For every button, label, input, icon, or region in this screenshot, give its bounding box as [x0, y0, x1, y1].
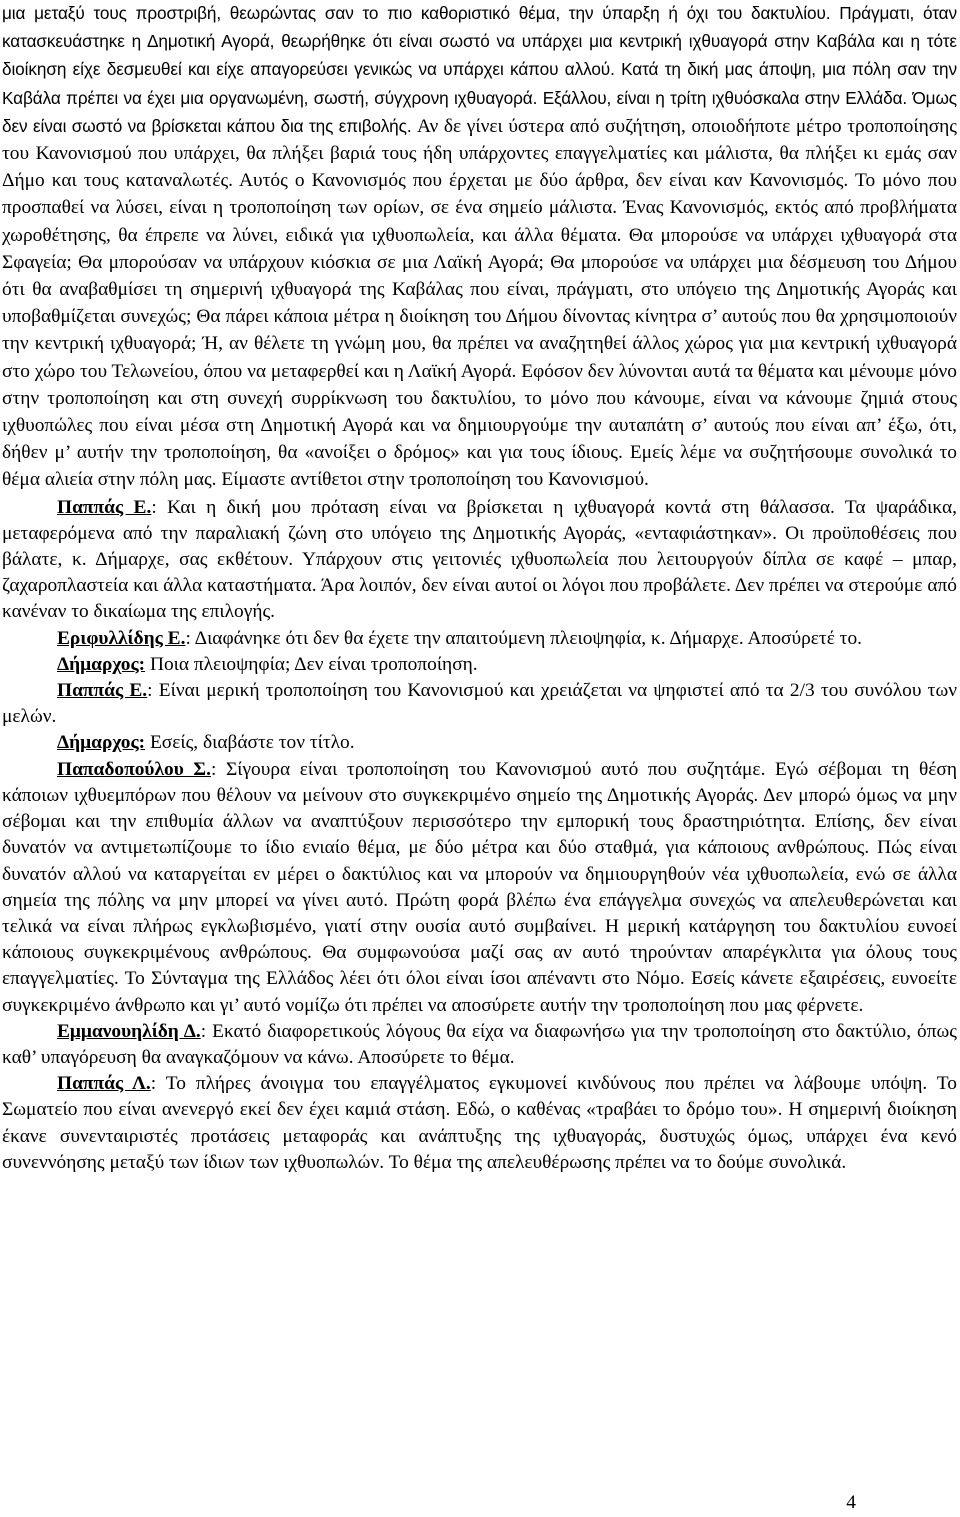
paragraph-dimarchos-2: [2, 730, 957, 756]
paragraph-1-sans-text: μια μεταξύ τους προστριβή, θεωρώντας σαν το πιο καθοριστικό θέμα, την ύπαρξη ή όχι του δακτυλίου. Πράγματι, όταν κατασκευάστηκε η Δημοτική Αγορά, θεωρήθηκε ότι είναι σωστό να υπάρχει μια κεντρική ιχθυαγορά στην Καβάλα και η τότε διοίκηση είχε δεσμευθεί και είχε απαγορεύσει γενικώς να υπάρχει κάπου αλλού. Κατά τη δική μας άποψη, μια πόλη σαν την Καβάλα πρέπει να έχει μια οργανωμένη, σωστή, σύγχρονη ιχθυαγορά. Εξάλλου, είναι η τρίτη ιχθυόσκαλα στην Ελλάδα. Όμως δεν είναι σωστό να βρίσκεται κάπου δια της επιβολής.: [2, 3, 957, 136]
speech-text: Ποια πλειοψηφία; Δεν είναι τροποποίηση.: [145, 653, 478, 675]
speaker-name: Δήμαρχος:: [57, 732, 146, 754]
page-number: 4: [846, 1492, 856, 1513]
paragraph-1: [2, 0, 957, 495]
paragraph-pappas-e-2: [2, 678, 957, 730]
speaker-name: Δήμαρχος:: [57, 653, 146, 675]
speech-text: : Και η δική μου πρόταση είναι να βρίσκεται η ιχθυαγορά κοντά στη θάλασσα. Τα ψαράδικα, μεταφερόμενα από την παραλιακή ζώνη στο υπόγειο της Δημοτικής Αγοράς, «ενταφιάστηκαν». Οι προϋποθέσεις που βάλατε, κ. Δήμαρχε, σας εκθέτουν. Υπάρχουν στις γειτονιές ιχθυοπωλεία που λειτουργούν δίπλα σε καφέ – μπαρ, ζαχαροπλαστεία και άλλα καταστήματα. Άρα λοιπόν, δεν είναι αυτοί οι λόγοι που προβάλετε. Δεν πρέπει να στερούμε από κανέναν το δικαίωμα της επιλογής.: [2, 496, 957, 623]
speech-text: : Το πλήρες άνοιγμα του επαγγέλματος εγκυμονεί κινδύνους που πρέπει να λάβουμε υπόψη. Το Σωματείο που είναι ανενεργό εκεί δεν έχει καμιά στάση. Εδώ, ο καθένας «τραβάει το δρόμο του». Η σημερινή διοίκηση έκανε συνενταιριστές προτάσεις μεταφοράς και ανάπτυξης της ιχθυαγοράς, δυστυχώς όμως, υπάρχει ένα κενό συνεννόησης μεταξύ των ίδιων των ιχθυοπωλών. Το θέμα της απελευθέρωσης πρέπει να το δούμε συνολικά.: [2, 1073, 957, 1173]
paragraph-pappas-e-1: [2, 495, 957, 626]
paragraph-papadopoulou: [2, 757, 957, 1019]
speech-text: : Εκατό διαφορετικούς λόγους θα είχα να διαφωνήσω για την τροποποίηση στο δακτύλιο, όπως καθ’ υπαγόρευση θα αναγκαζόμουν να κάνω. Αποσύρετε το θέμα.: [2, 1020, 957, 1068]
paragraph-erifyllidis: [2, 626, 957, 652]
paragraph-dimarchos-1: [2, 652, 957, 678]
speech-text: : Σίγουρα είναι τροποποίηση του Κανονισμού αυτό που συζητάμε. Εγώ σέβομαι τη θέση κάποιων ιχθυεμπόρων που θέλουν να μείνουν στο συγκεκριμένο σημείο της Δημοτικής Αγοράς. Δεν μπορώ όμως να μην σέβομαι και την επιθυμία άλλων να αναπτύξουν περισσότερο την εμπορική τους δραστηριότητα. Επίσης, δεν είναι δυνατόν να αντιμετωπίζουμε το ίδιο ενιαίο θέμα, με δύο μέτρα και δύο σταθμά, για κάποιους ανθρώπους. Πώς είναι δυνατόν αλλού να καταργείται εν μέρει ο δακτύλιος και να μπορούν να δημιουργηθούν νέα ιχθυοπωλεία, ενώ σε άλλα σημεία της πόλης να μην μπορεί να γίνει αυτό. Πρώτη φορά βλέπω ένα επάγγελμα συνεχώς να απελευθερώνεται και τελικά να είναι πλήρως εγκλωβισμένο, γιατί στην ουσία αυτό συμβαίνει. Η μερική κατάργηση του δακτυλίου ευνοεί κάποιους συγκεκριμένους ανθρώπους. Θα συμφωνούσα μαζί σας αν αυτό τηρούνταν απαρέγκλιτα για όλους τους επαγγελματίες. Το Σύνταγμα της Ελλάδος λέει ότι όλοι είναι ίσοι απέναντι στο Νόμο. Εσείς κάνετε εξαιρέσεις, ευνοείτε συγκεκριμένο άνθρωπο και γι’ αυτό νομίζω ότι πρέπει να αποσύρετε αυτήν την τροποποίηση που μας φέρνετε.: [2, 758, 957, 1016]
speech-text: Εσείς, διαβάστε τον τίτλο.: [145, 732, 355, 754]
speaker-name: Εμμανουηλίδη Δ.: [57, 1020, 201, 1042]
speaker-name: Παπαδοπούλου Σ.: [57, 758, 211, 780]
speaker-name: Παππάς Λ.: [57, 1073, 151, 1095]
paragraph-1-serif-text: Αν δε γίνει ύστερα από συζήτηση, οποιοδήποτε μέτρο τροποποίησης του Κανονισμού που υπάρχει, θα πλήξει βαριά τους ήδη υπάρχοντες επαγγελματίες και μάλιστα, θα πλήξει κι εμάς σαν Δήμο και τους καταναλωτές. Αυτός ο Κανονισμός που έρχεται με δύο άρθρα, δεν είναι καν Κανονισμός. Το μόνο που προσπαθεί να λύσει, είναι η τροποποίηση των ορίων, σε ένα σημείο μάλιστα. Ένας Κανονισμός, εκτός από προβλήματα χωροθέτησης, θα έπρεπε να λύνει, ειδικά για ιχθυοπωλεία, και άλλα θέματα. Θα μπορούσε να υπάρχει ιχθυαγορά στα Σφαγεία; Θα μπορούσαν να υπάρχουν κιόσκια σε μια Λαϊκή Αγορά; Θα μπορούσε να υπάρχει μια δέσμευση του Δήμου ότι θα αναβαθμίσει τη σημερινή ιχθυαγορά της Καβάλας που είναι, πράγματι, στο υπόγειο της Δημοτικής Αγοράς και υποβαθμίζεται συνεχώς; Θα πάρει κάποια μέτρα η διοίκηση του Δήμου δίνοντας κίνητρα σ’ αυτούς που θα χρησιμοποιούν την κεντρική ιχθυαγορά; Ή, αν θέλετε τη γνώμη μου, θα πρέπει να αναζητηθεί άλλος χώρος για μια κεντρική ιχθυαγορά στο χώρο του Τελωνείου, όπου να μεταφερθεί και η Λαϊκή Αγορά. Εφόσον δεν λύνονται αυτά τα θέματα και μένουμε μόνο στην τροποποίηση και στη συνεχή συρρίκνωση του δακτυλίου, το μόνο που κάνουμε, είναι να κάνουμε ζημιά στους ιχθυοπώλες που είναι μέσα στη Δημοτική Αγορά και να δημιουργούμε την αυταπάτη σ’ αυτούς που είναι απ’ έξω, ότι, δήθεν μ’ αυτήν την τροποποίηση, θα «ανοίξει ο δρόμος» και για τους ίδιους. Εμείς λέμε να συζητήσουμε συνολικά το θέμα αλιεία στην πόλη μας. Είμαστε αντίθετοι στην τροποποίηση του Κανονισμού.: [2, 115, 957, 491]
paragraph-pappas-l: [2, 1071, 957, 1176]
speaker-name: Παππάς Ε.: [57, 680, 148, 702]
speaker-name: Παππάς Ε.: [57, 496, 152, 518]
speech-text: : Διαφάνηκε ότι δεν θα έχετε την απαιτούμενη πλειοψηφία, κ. Δήμαρχε. Αποσύρετέ το.: [185, 627, 863, 649]
speech-text: : Είναι μερική τροποποίηση του Κανονισμού και χρειάζεται να ψηφιστεί από τα 2/3 του συνόλου των μελών.: [2, 680, 957, 728]
speaker-name: Εριφυλλίδης Ε.: [57, 627, 186, 649]
paragraph-emmanouilidi: [2, 1019, 957, 1071]
